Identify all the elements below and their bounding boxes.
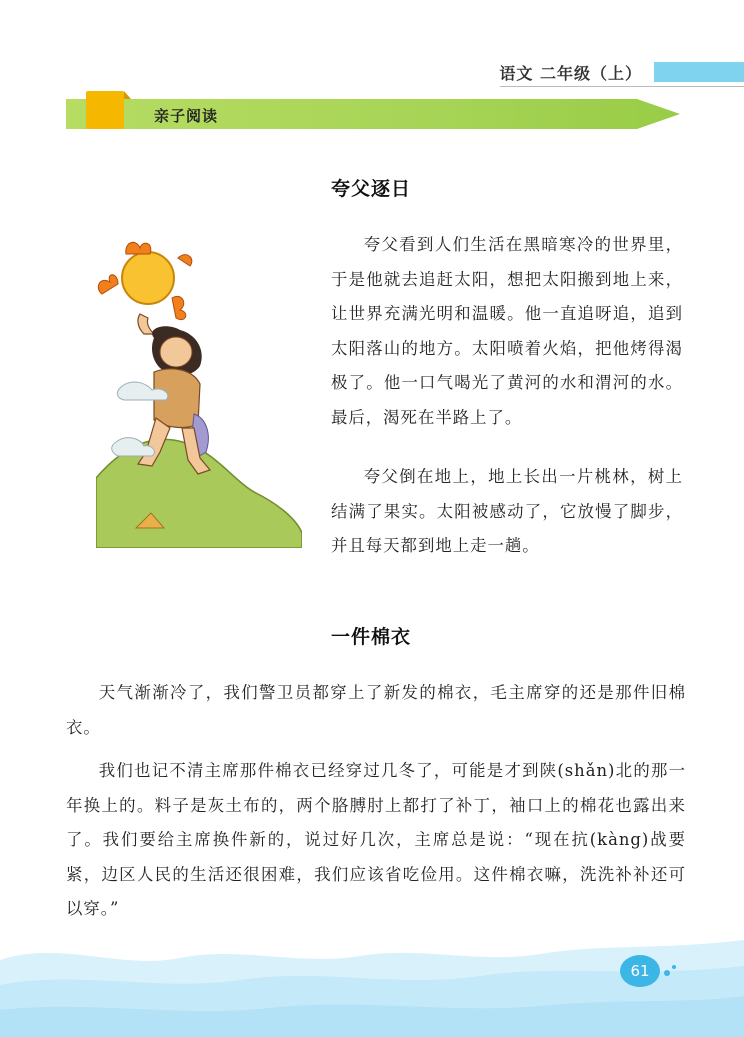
story2-paragraph-2: 我们也记不清主席那件棉衣已经穿过几冬了，可能是才到陕(shǎn)北的那一年换上的。料子是灰土布的，两个胳膊肘上都打了补丁，袖口上的棉花也露出来了。我们要给主席换件新的，说过好几次，主席总是说：“现在抗(kàng)战要紧，边区人民的生活还很困难，我们应该省吃俭用。这件棉衣嘛，洗洗补补还可以穿。” <box>66 761 686 918</box>
page-number: 61 <box>620 955 660 987</box>
story2-paragraph-1: 天气渐渐冷了，我们警卫员都穿上了新发的棉衣，毛主席穿的还是那件旧棉衣。 <box>66 683 686 737</box>
banner-label: 亲子阅读 <box>154 107 219 125</box>
subject-grade-label: 语文 二年级（上） <box>499 63 642 83</box>
header-color-bar <box>654 62 744 82</box>
story1-paragraph-2: 夸父倒在地上，地上长出一片桃林，树上结满了果实。太阳被感动了，它放慢了脚步，并且每天都到地上走一趟。 <box>331 467 683 555</box>
banner-fold <box>124 91 131 99</box>
banner-square <box>86 91 124 129</box>
subject-header <box>499 60 744 84</box>
story1-paragraph-1: 夸父看到人们生活在黑暗寒冷的世界里，于是他就去追赶太阳，想把太阳搬到地上来，让世界充满光明和温暖。他一直追呀追，追到太阳落山的地方。太阳喷着火焰，把他烤得渴极了。他一口气喝光了黄河的水和渭河的水。最后，渴死在半路上了。 <box>331 235 683 427</box>
page-dot-decoration <box>672 965 676 969</box>
story-title-cotton-coat: 一件棉衣 <box>331 626 412 648</box>
story-title-kuafu: 夸父逐日 <box>331 178 412 200</box>
section-banner <box>66 99 680 129</box>
header-divider <box>500 86 744 87</box>
kuafu-illustration <box>96 238 302 548</box>
page-dot-decoration <box>664 970 670 976</box>
